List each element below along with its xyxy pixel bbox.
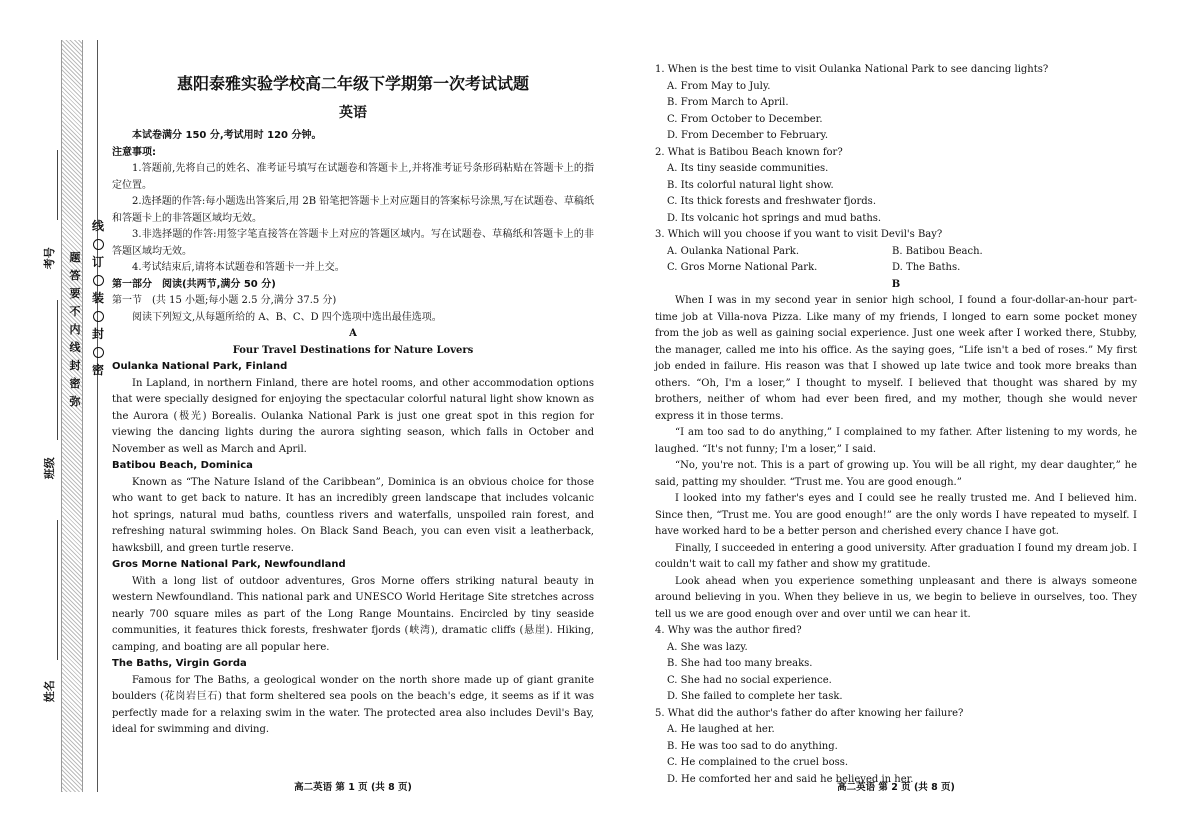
page-footer: 高二英语 第 1 页 (共 8 页)	[294, 782, 412, 793]
passage-paragraph: “I am too sad to do anything,” I complained to my father. After listening to my words, he laughed. “It's not funny; I'm a loser,” I said.	[655, 427, 1137, 455]
field-label-name: 姓名	[42, 680, 56, 703]
seal-char: 密	[91, 363, 104, 377]
passage-paragraph: Finally, I succeeded in entering a good university. After graduation I found my dream job. I couldn't wait to call my father and show my gratitude.	[655, 542, 1137, 570]
warning-char: 线	[69, 341, 81, 354]
page-2-content	[655, 62, 1137, 788]
warning-char: 要	[69, 287, 81, 300]
destination-text: Known as “The Nature Island of the Caribbean”, Dominica is an obvious choice for those who want to get back to nature. It has an incredibly green landscape that includes volcanic hot springs, natural mud baths, countless rivers and waterfalls, unspoiled rain forest, and refreshing natural swimming holes. On Black Sand Beach, you can even visit a leatherback, hawksbill, and green turtle reserve.	[112, 476, 594, 554]
hatched-strip	[61, 40, 83, 792]
passage-paragraph: “No, you're not. This is a part of growing up. You will be all right, my dear daughter,” he said, patting my shoulder. “Trust me. You are good enough.”	[655, 460, 1137, 488]
answer-option: B. Its colorful natural light show.	[667, 179, 834, 191]
instruction: 阅读下列短文,从每题所给的 A、B、C、D 四个选项中选出最佳选项。	[132, 311, 442, 323]
passage-title: Four Travel Destinations for Nature Lovers	[232, 344, 474, 356]
destination-text: Famous for The Baths, a geological wonder on the north shore made up of giant granite boulders (花岗岩巨石) that form sheltered sea pools on the beach's edge, it seems as if it was perfectly made for a relaxing swim in the water. The protected area also includes Devil's Bay, ideal for swimming and diving.	[112, 674, 594, 735]
answer-option: B. Batibou Beach.	[892, 245, 983, 257]
question-stem: 2. What is Batibou Beach known for?	[655, 146, 843, 158]
destination-heading: Oulanka National Park, Finland	[112, 361, 288, 372]
page-2	[655, 0, 1137, 832]
passage-paragraph: I looked into my father's eyes and I could see he really trusted me. And I believed him. Since then, “Trust me. You are good enough!” are the only words I have repeated to myself. I have worked hard to be a better person and cherished every chance I have got.	[655, 493, 1137, 537]
answer-option: B. From March to April.	[667, 97, 789, 108]
answer-option: A. From May to July.	[667, 80, 771, 92]
warning-char: 密	[69, 377, 81, 390]
warning-char: 封	[69, 359, 81, 372]
seal-circle-icon	[93, 347, 104, 358]
answer-option: C. Gros Morne National Park.	[667, 262, 818, 273]
notice-item: 4.考试结束后,请将本试题卷和答题卡一并上交。	[132, 262, 345, 273]
page-1-content	[112, 128, 594, 739]
question-stem: 3. Which will you choose if you want to visit Devil's Bay?	[655, 229, 943, 240]
destination-heading: Gros Morne National Park, Newfoundland	[112, 559, 346, 570]
notice-heading: 注意事项:	[112, 146, 156, 158]
answer-option: A. She was lazy.	[667, 641, 748, 653]
answer-option-row	[655, 260, 1137, 277]
section-heading: 第一节 (共 15 小题;每小题 2.5 分,满分 37.5 分)	[112, 295, 337, 306]
score-line: 本试卷满分 150 分,考试用时 120 分钟。	[132, 130, 322, 141]
passage-letter: A	[349, 328, 357, 339]
field-line-exam-number	[57, 150, 58, 220]
field-line-name	[57, 520, 58, 660]
answer-option: B. He was too sad to do anything.	[667, 740, 838, 752]
notice-item: 2.选择题的作答:每小题选出答案后,用 2B 铅笔把答题卡上对应题目的答案标号涂黑,写在试题卷、草稿纸和答题卡上的非答题区域均无效。	[112, 196, 594, 224]
passage-paragraph: Look ahead when you experience something unpleasant and there is always someone around believing in you. When they believe in us, we begin to believe in ourselves, too. They tell us we are good enough over and over until we can hear it.	[655, 575, 1137, 620]
answer-option: D. The Baths.	[892, 262, 961, 273]
binding-margin	[0, 0, 110, 832]
answer-option: C. Its thick forests and freshwater fjords.	[667, 196, 876, 207]
binding-warning-column	[68, 252, 82, 408]
answer-option: C. She had no social experience.	[667, 674, 832, 686]
field-label-class: 班级	[42, 457, 56, 480]
seal-circle-icon	[93, 239, 104, 250]
answer-option: B. She had too many breaks.	[667, 658, 813, 669]
answer-option: D. She failed to complete her task.	[667, 691, 843, 702]
passage-letter: B	[891, 278, 901, 290]
warning-char: 题	[69, 251, 81, 264]
answer-option: C. From October to December.	[667, 113, 823, 125]
answer-option: D. From December to February.	[667, 130, 829, 141]
exam-title: 惠阳泰雅实验学校高二年级下学期第一次考试试题	[176, 74, 529, 93]
seal-circle-icon	[93, 311, 104, 322]
destination-heading: The Baths, Virgin Gorda	[112, 658, 247, 669]
field-line-class	[57, 300, 58, 440]
part-heading: 第一部分 阅读(共两节,满分 50 分)	[112, 278, 276, 290]
seal-char: 线	[91, 219, 104, 233]
notice-item: 1.答题前,先将自己的姓名、准考证号填写在试题卷和答题卡上,并将准考证号条形码粘贴在答题卡上的指定位置。	[112, 163, 594, 191]
warning-char: 答	[69, 269, 81, 282]
destination-text: In Lapland, in northern Finland, there are hotel rooms, and other accommodation options that were specially designed for enjoying the spectacular colorful natural light show known as the Aurora (极光) Borealis. Oulanka National Park is just one great spot in this region for viewing the dancing lights during the aurora sighting season, which falls in October and November as well as March and April.	[112, 377, 594, 455]
warning-char: 弥	[69, 395, 81, 408]
answer-option: D. Its volcanic hot springs and mud baths.	[667, 212, 882, 224]
notice-item: 3.非选择题的作答:用签字笔直接答在答题卡上对应的答题区域内。写在试题卷、草稿纸和答题卡上的非答题区域均无效。	[112, 229, 594, 257]
warning-char: 内	[69, 323, 81, 336]
question-stem: 1. When is the best time to visit Oulanka National Park to see dancing lights?	[655, 64, 1049, 75]
answer-option: D. He comforted her and said he believed in her.	[667, 773, 914, 785]
destination-heading: Batibou Beach, Dominica	[112, 460, 253, 471]
binding-seal-column	[90, 220, 106, 377]
binding-rule	[97, 40, 98, 792]
field-label-exam-number: 考号	[42, 247, 56, 270]
destination-text: With a long list of outdoor adventures, Gros Morne offers striking natural beauty in western Newfoundland. This national park and UNESCO World Heritage Site stretches across nearly 700 square miles as part of the Long Range Mountains. Encircled by tiny seaside communities, it features thick forests, freshwater fjords (峡湾), dramatic cliffs (悬崖). Hiking, camping, and boating are all popular here.	[112, 575, 594, 653]
answer-option-row	[655, 244, 1137, 261]
answer-option: A. He laughed at her.	[667, 724, 775, 735]
seal-char: 装	[91, 291, 104, 305]
answer-option: A. Its tiny seaside communities.	[667, 163, 829, 174]
question-stem: 4. Why was the author fired?	[655, 625, 802, 636]
exam-subject: 英语	[339, 105, 367, 121]
page-1	[112, 0, 594, 832]
passage-paragraph: When I was in my second year in senior high school, I found a four-dollar-an-hour part-time job at Villa-nova Pizza. Like many of my friends, I longed to earn some pocket money from the job as well as gaining social experience. Just one week after I worked there, Stubby, the manager, called me into his office. As the saying goes, “Life isn't a bed of roses.” My first job ended in failure. His reason was that I showed up late twice and took more breaks than others. “Oh, I'm a loser,” I thought to myself. I believed that thought was shared by my brothers, neither of whom had ever been fired, and my mother, though she would never express it in those terms.	[655, 295, 1137, 422]
warning-char: 不	[69, 305, 81, 318]
question-stem: 5. What did the author's father do after knowing her failure?	[655, 707, 964, 719]
answer-option: C. He complained to the cruel boss.	[667, 757, 849, 768]
seal-char: 订	[91, 255, 104, 269]
seal-char: 封	[91, 327, 104, 341]
seal-circle-icon	[93, 275, 104, 286]
answer-option: A. Oulanka National Park.	[667, 245, 800, 257]
page-footer: 高二英语 第 2 页 (共 8 页)	[837, 782, 955, 793]
